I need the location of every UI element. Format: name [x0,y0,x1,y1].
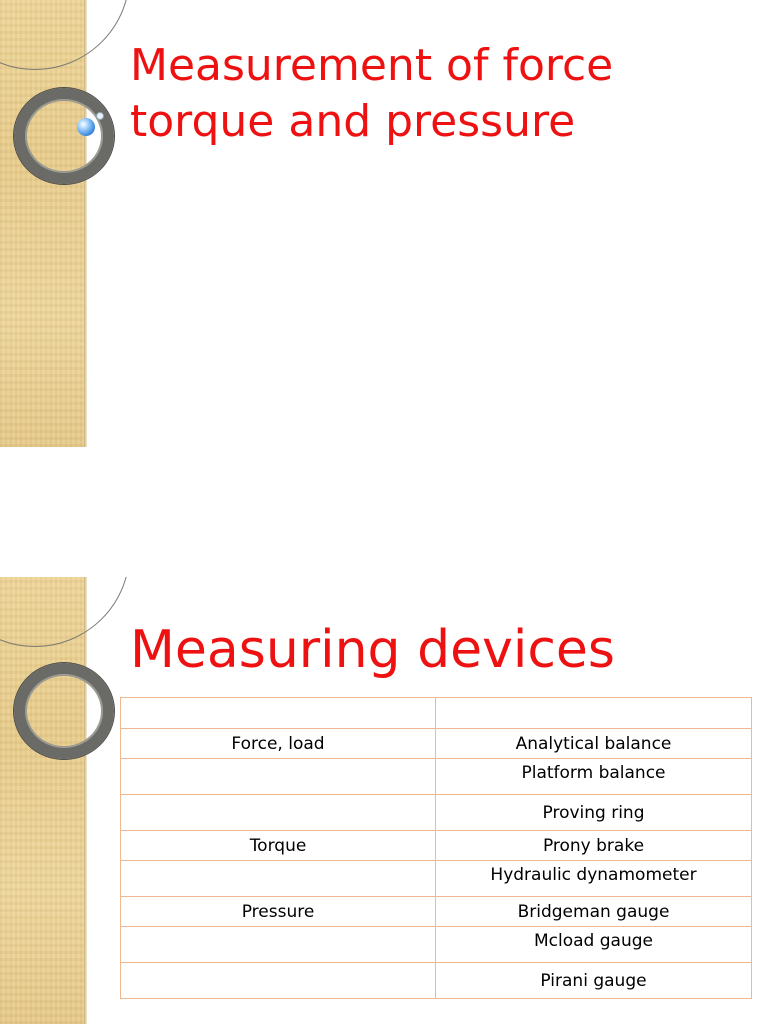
table-row [121,729,752,759]
table-row [121,897,752,927]
slide-title [130,38,750,150]
quantity-cell [121,698,436,729]
devices-table [120,697,752,999]
decorative-ring [14,663,114,759]
quantity-cell [121,927,436,963]
blue-orb-icon [77,118,95,136]
table-row [121,963,752,999]
device-cell: Bridgeman gauge [436,897,752,927]
device-cell: Pirani gauge [436,963,752,999]
quantity-cell [121,759,436,795]
device-cell: Hydraulic dynamometer [436,861,752,897]
table-row [121,831,752,861]
quantity-cell: Force, load [121,729,436,759]
decorative-ring-thin [0,577,130,647]
title-line-1: Measurement of force [130,40,614,91]
decorative-ring-thin [0,0,130,70]
device-cell: Proving ring [436,795,752,831]
table-row [121,698,752,729]
quantity-cell [121,963,436,999]
decorative-ring [14,88,114,184]
table-row [121,759,752,795]
sidebar-edge [84,577,87,1024]
device-cell: Mcload gauge [436,927,752,963]
device-cell: Prony brake [436,831,752,861]
quantity-cell [121,861,436,897]
table-row [121,927,752,963]
quantity-cell: Pressure [121,897,436,927]
device-cell [436,698,752,729]
quantity-cell: Torque [121,831,436,861]
measuring-devices-title: Measuring devices [130,620,615,680]
slide-1 [0,0,768,447]
table-row [121,795,752,831]
table-row [121,861,752,897]
device-cell: Platform balance [436,759,752,795]
sidebar-edge [84,0,87,447]
small-orb-icon [96,112,104,120]
slide-gap [0,447,768,577]
device-cell: Analytical balance [436,729,752,759]
title-line-2: torque and pressure [130,96,576,147]
quantity-cell [121,795,436,831]
